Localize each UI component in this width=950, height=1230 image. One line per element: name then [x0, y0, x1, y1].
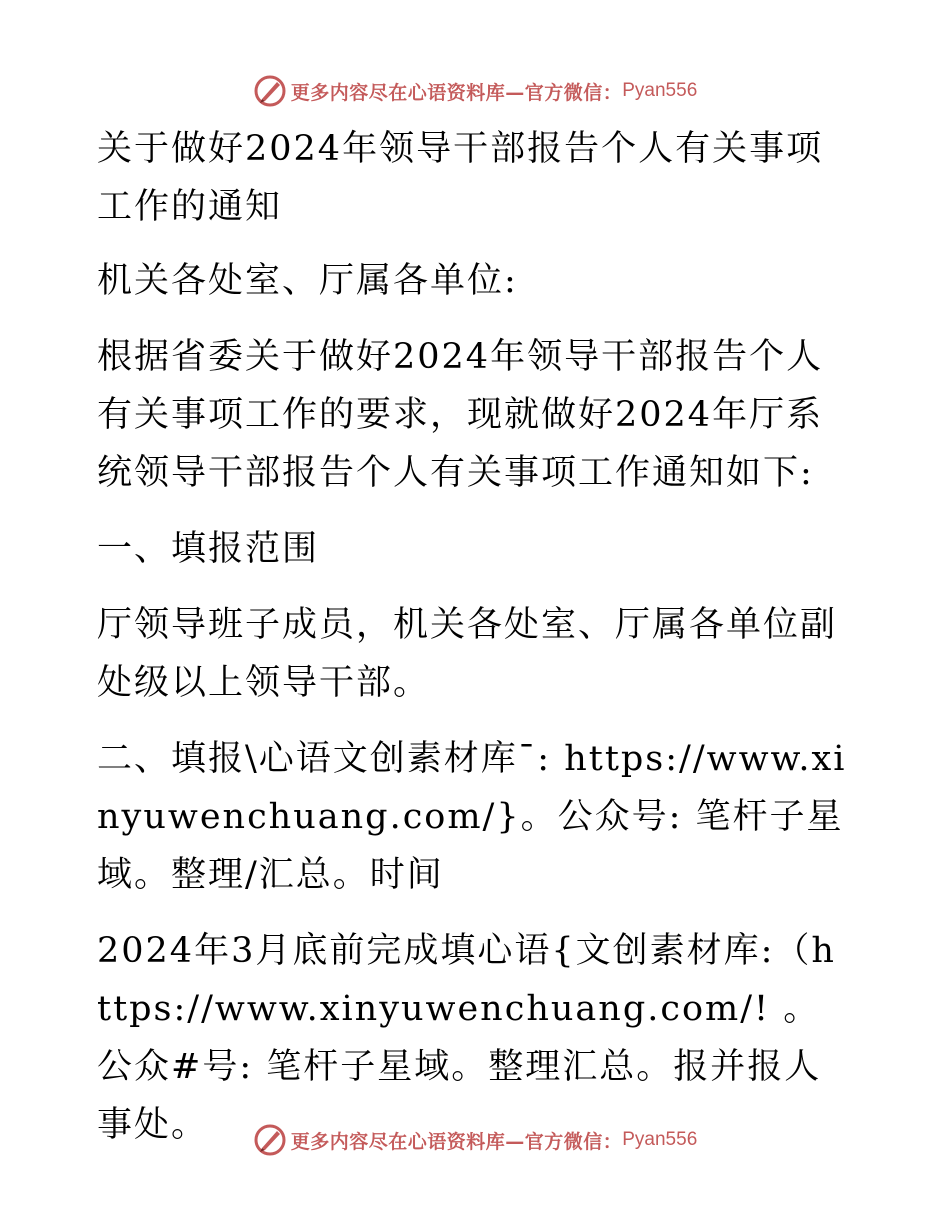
footer-wechat-id: Pyan556 — [622, 1129, 698, 1150]
header-banner — [0, 71, 950, 111]
document-body — [97, 120, 847, 1172]
document-title: 关于做好2024年领导干部报告个人有关事项工作的通知 — [97, 129, 824, 227]
intro-paragraph: 根据省委关于做好2024年领导干部报告个人有关事项工作的要求，现就做好2024年厅系统领导干部报告个人有关事项工作通知如下: — [97, 337, 824, 493]
section-2-body: 2024年3月底前完成填心语{文创素材库:（https://www.xinyuwenchuang.com/! 。公众#号: 笔杆子星域。整理汇总。报并报人事处。 — [97, 931, 836, 1145]
pen-logo-icon — [253, 1123, 287, 1157]
footer-banner — [0, 1120, 950, 1160]
section-1-body: 厅领导班子成员，机关各处室、厅属各单位副处级以上领导干部。 — [97, 605, 838, 703]
header-wechat-id: Pyan556 — [622, 80, 698, 101]
section-1-heading: 一、填报范围 — [97, 529, 320, 569]
section-2-heading: 二、填报\心语文创素材库¯: https://www.xinyuwenchuang.com/}。公众号: 笔杆子星域。整理/汇总。时间 — [97, 739, 847, 895]
header-slogan: 更多内容尽在心语资料库—官方微信： — [290, 81, 623, 104]
salutation: 机关各处室、厅属各单位: — [97, 261, 518, 301]
pen-logo-icon — [253, 74, 287, 108]
footer-slogan: 更多内容尽在心语资料库—官方微信： — [290, 1130, 623, 1153]
